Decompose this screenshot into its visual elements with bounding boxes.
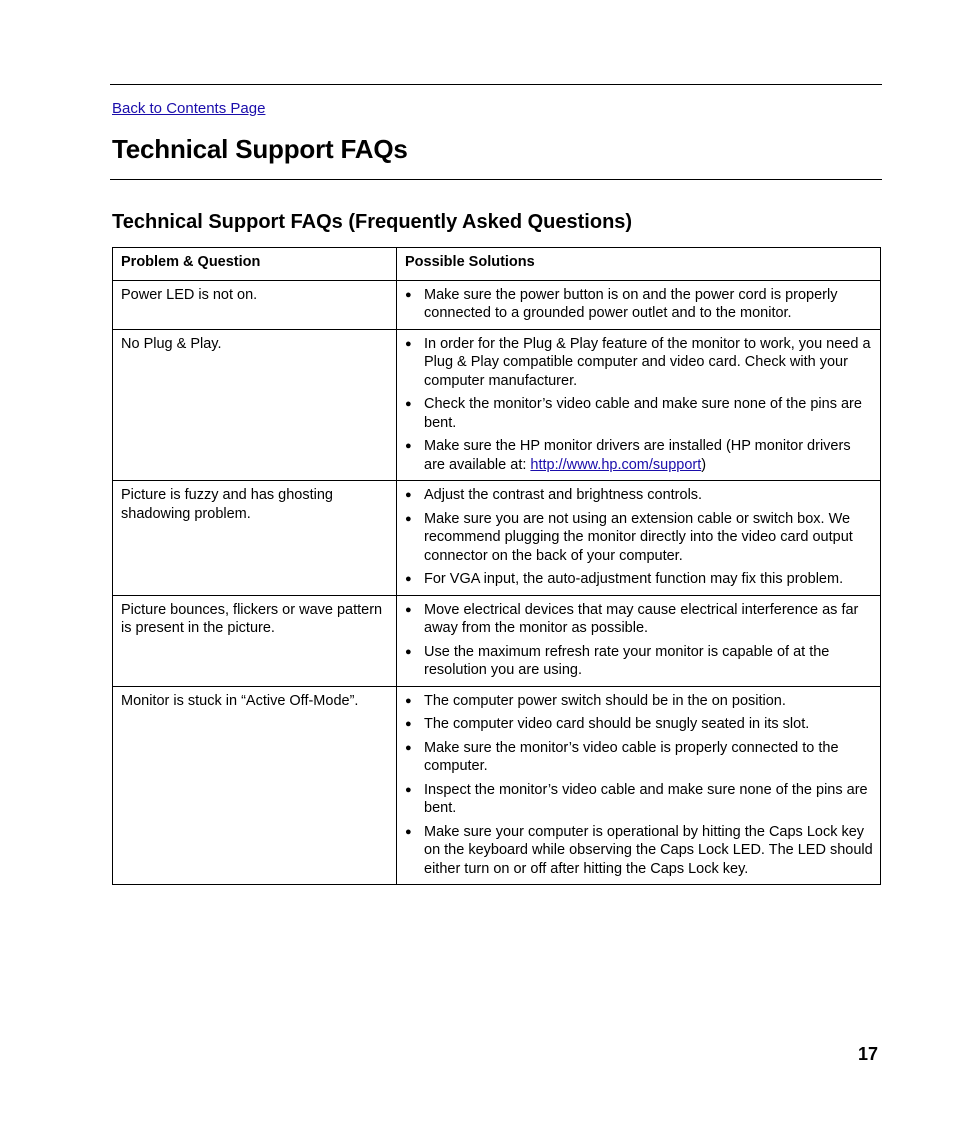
- solution-text-end: ): [701, 456, 707, 473]
- solution-text: In order for the Plug & Play feature of the monitor to work, you need a Plug & Play compatible computer and video card. Check with your computer manufacturer.: [424, 335, 871, 389]
- bullet-icon: ●: [405, 741, 412, 754]
- top-divider: [110, 84, 882, 85]
- solution-text: Make sure the monitor’s video cable is properly connected to the computer.: [424, 739, 839, 774]
- solution-text: Adjust the contrast and brightness controls.: [424, 487, 703, 503]
- faq-row: [113, 595, 881, 686]
- page-number: 17: [857, 1044, 878, 1064]
- solutions-cell: [397, 329, 881, 481]
- faq-table-body: [113, 280, 881, 885]
- solutions-cell: [397, 481, 881, 596]
- solutions-cell: [397, 595, 881, 686]
- bullet-icon: ●: [405, 337, 412, 350]
- title-divider: [110, 179, 882, 180]
- solution-item: [405, 510, 874, 566]
- bullet-icon: ●: [405, 398, 412, 410]
- problem-cell: Picture is fuzzy and has ghosting shadowing problem.: [113, 481, 397, 596]
- bullet-icon: ●: [405, 440, 412, 452]
- solution-text: Make sure your computer is operational by hitting the Caps Lock key on the keyboard while observing the Caps Lock LED. The LED should either turn on or off after hitting the Caps Lock key.: [424, 823, 873, 877]
- solution-text: Make sure you are not using an extension cable or switch box. We recommend plugging the monitor directly into the video card output connector on the back of your computer.: [424, 510, 853, 564]
- bullet-icon: ●: [405, 825, 412, 838]
- page-title: Technical Support FAQs: [112, 134, 408, 164]
- bullet-icon: ●: [405, 288, 412, 301]
- bullet-icon: ●: [405, 694, 412, 707]
- bullet-icon: ●: [405, 512, 412, 525]
- solution-text: The computer video card should be snugly seated in its slot.: [424, 716, 810, 732]
- bullet-icon: ●: [405, 489, 412, 501]
- solution-item: [405, 715, 874, 734]
- solutions-list: [405, 286, 874, 323]
- solution-item: [405, 692, 874, 711]
- bullet-icon: ●: [405, 603, 412, 616]
- solutions-list: [405, 486, 874, 589]
- solution-item: [405, 601, 874, 638]
- section-title: Technical Support FAQs (Frequently Asked Questions): [112, 211, 633, 233]
- solutions-list: [405, 335, 874, 475]
- solution-text: The computer power switch should be in the on position.: [424, 692, 786, 709]
- header-solutions: Possible Solutions: [397, 248, 881, 281]
- solution-text: Make sure the power button is on and the power cord is properly connected to a grounded power outlet and to the monitor.: [424, 286, 838, 321]
- solution-item: [405, 437, 874, 474]
- problem-cell: Power LED is not on.: [113, 280, 397, 329]
- problem-cell: Picture bounces, flickers or wave pattern is present in the picture.: [113, 595, 397, 686]
- faq-row: [113, 329, 881, 481]
- solution-item: [405, 286, 874, 323]
- faq-row: [113, 481, 881, 596]
- bullet-icon: ●: [405, 783, 412, 796]
- bullet-icon: ●: [405, 645, 412, 658]
- bullet-icon: ●: [405, 573, 412, 585]
- solution-item: [405, 486, 874, 505]
- faq-header-row: [113, 248, 881, 281]
- problem-cell: Monitor is stuck in “Active Off-Mode”.: [113, 686, 397, 885]
- solutions-cell: [397, 280, 881, 329]
- solution-item: [405, 570, 874, 589]
- faq-table: [112, 247, 881, 885]
- solutions-cell: [397, 686, 881, 885]
- back-to-contents-link[interactable]: Back to Contents Page: [112, 100, 266, 117]
- faq-row: [113, 280, 881, 329]
- faq-row: [113, 686, 881, 885]
- solution-text: Use the maximum refresh rate your monitor is capable of at the resolution you are using.: [424, 643, 830, 678]
- solution-text: Make sure the HP monitor drivers are installed (HP monitor drivers are available at:: [424, 438, 851, 473]
- solution-item: [405, 739, 874, 776]
- header-problem: Problem & Question: [113, 248, 397, 281]
- solutions-list: [405, 692, 874, 879]
- solution-text: For VGA input, the auto-adjustment function may fix this problem.: [424, 571, 844, 587]
- solution-text: Move electrical devices that may cause electrical interference as far away from the monitor as possible.: [424, 601, 859, 636]
- problem-cell: No Plug & Play.: [113, 329, 397, 481]
- solution-item: [405, 781, 874, 818]
- bullet-icon: ●: [405, 718, 412, 730]
- solution-item: [405, 643, 874, 680]
- solution-text: Check the monitor’s video cable and make sure none of the pins are bent.: [424, 396, 862, 431]
- solution-item: [405, 335, 874, 391]
- solution-item: [405, 823, 874, 879]
- hp-support-link[interactable]: http://www.hp.com/support: [530, 456, 702, 473]
- solutions-list: [405, 601, 874, 680]
- solution-text: Inspect the monitor’s video cable and make sure none of the pins are bent.: [424, 781, 868, 816]
- solution-item: [405, 395, 874, 432]
